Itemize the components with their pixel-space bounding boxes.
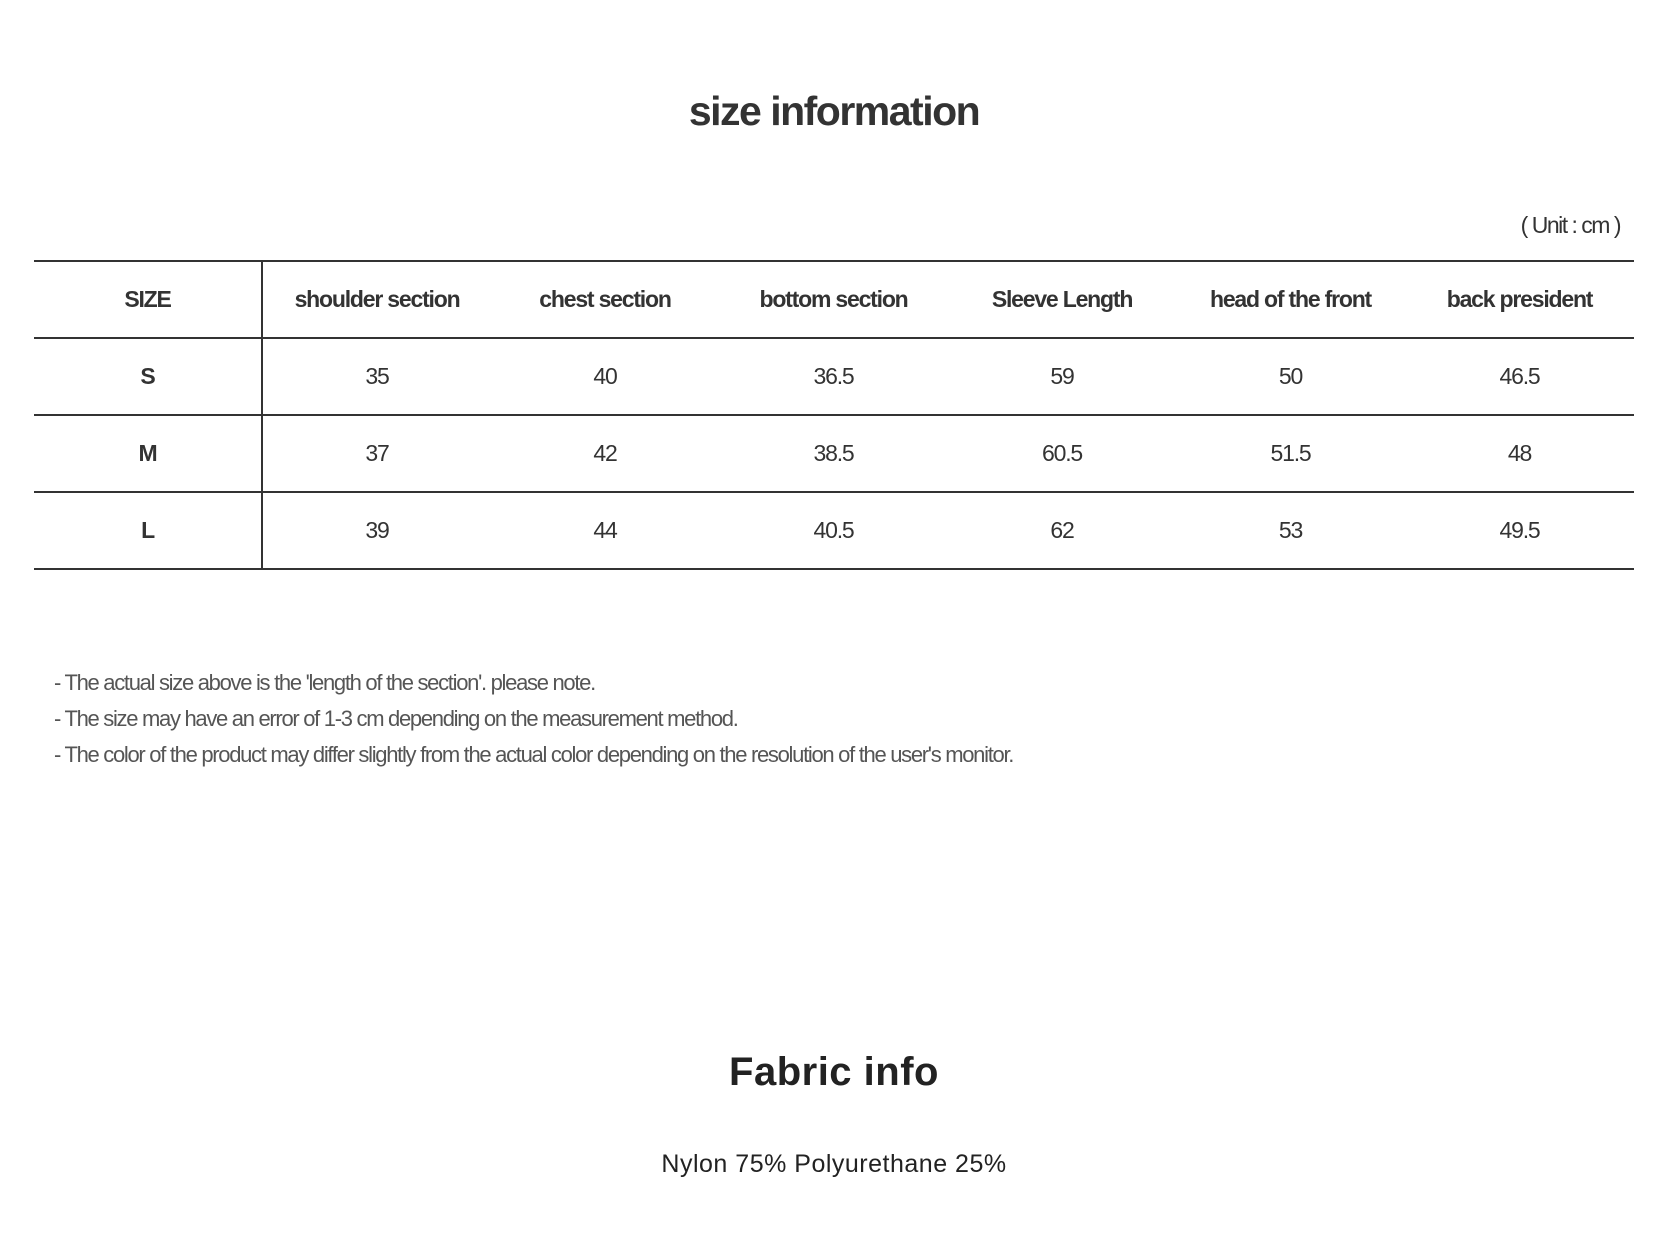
table-cell: 37: [262, 415, 491, 492]
table-cell: 49.5: [1405, 492, 1634, 569]
note-line: - The color of the product may differ slightly from the actual color depending on the resolution of the user's monitor.: [54, 742, 1014, 767]
fabric-info-title: Fabric info: [729, 1050, 939, 1094]
header-bottom: bottom section: [719, 261, 948, 338]
table-cell: 38.5: [719, 415, 948, 492]
table-cell: 51.5: [1176, 415, 1405, 492]
table-cell: 46.5: [1405, 338, 1634, 415]
table-header-row: [34, 261, 1634, 338]
table-cell: 59: [948, 338, 1176, 415]
table-cell: 40.5: [719, 492, 948, 569]
table-cell: 35: [262, 338, 491, 415]
table-cell: 36.5: [719, 338, 948, 415]
size-label: L: [34, 492, 262, 569]
fabric-composition: Nylon 75% Polyurethane 25%: [661, 1150, 1007, 1178]
size-info-title: size information: [688, 88, 980, 134]
table-cell: 50: [1176, 338, 1405, 415]
table-cell: 39: [262, 492, 491, 569]
note-line: - The actual size above is the 'length of the section'. please note.: [54, 670, 595, 695]
table-cell: 62: [948, 492, 1176, 569]
table-row: [34, 338, 1634, 415]
table-cell: 53: [1176, 492, 1405, 569]
size-label: S: [34, 338, 262, 415]
header-chest: chest section: [491, 261, 719, 338]
table-cell: 40: [491, 338, 719, 415]
header-shoulder: shoulder section: [262, 261, 491, 338]
size-table: [34, 260, 1634, 570]
table-cell: 44: [491, 492, 719, 569]
table-cell: 48: [1405, 415, 1634, 492]
size-notes: [54, 665, 1013, 773]
header-sleeve-length: Sleeve Length: [948, 261, 1176, 338]
table-cell: 60.5: [948, 415, 1176, 492]
table-row: [34, 415, 1634, 492]
header-front-length: head of the front: [1176, 261, 1405, 338]
header-size: SIZE: [34, 261, 262, 338]
table-cell: 42: [491, 415, 719, 492]
header-back-length: back president: [1405, 261, 1634, 338]
size-label: M: [34, 415, 262, 492]
unit-label: ( Unit : cm ): [1520, 212, 1620, 238]
note-line: - The size may have an error of 1-3 cm depending on the measurement method.: [54, 706, 738, 731]
table-row: [34, 492, 1634, 569]
